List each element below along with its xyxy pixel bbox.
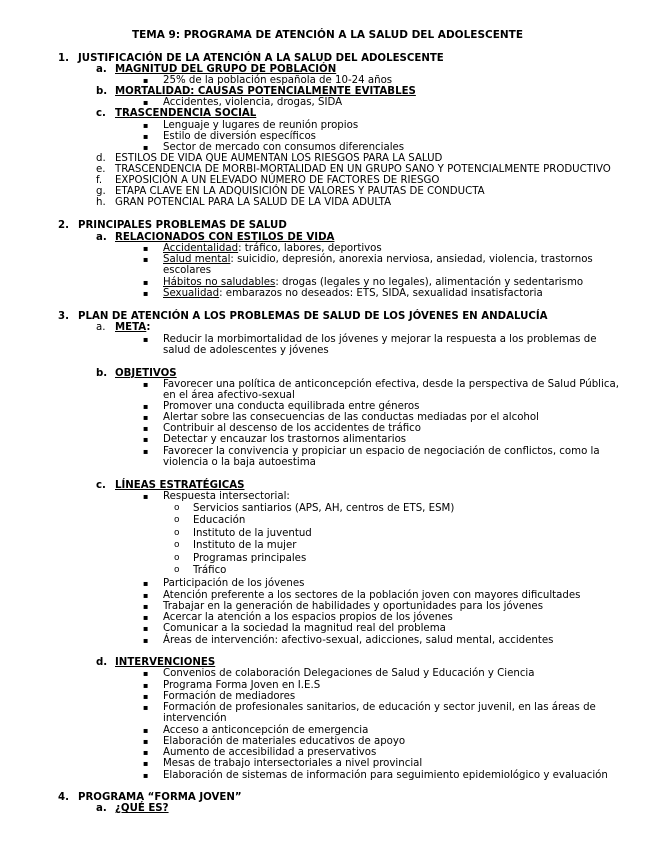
list-item: ESTILOS DE VIDA QUE AUMENTAN LOS RIESGOS PARA LA SALUD	[115, 153, 443, 164]
list-item: ▪ Aumento de accesibilidad a preservativos	[163, 747, 376, 758]
subsection-letter: a.	[96, 232, 107, 243]
list-item	[163, 254, 593, 265]
list-item: ▪ Estilo de diversión específicos	[163, 131, 316, 142]
list-item-continuation: escolares	[163, 265, 212, 276]
list-item: ▪ Alertar sobre las consecuencias de las conductas mediadas por el alcohol	[163, 412, 539, 423]
subsection-heading	[115, 322, 150, 333]
list-item-continuation: salud de adolescentes y jóvenes	[163, 345, 329, 356]
subsection-letter: e.	[96, 164, 106, 175]
list-item-continuation: violencia o la baja autoestima	[163, 457, 316, 468]
subsection-letter: d.	[96, 153, 106, 164]
subsection-heading-text: META	[115, 322, 147, 333]
subsection-letter: a.	[96, 64, 107, 75]
list-item-value: : tráfico, labores, deportivos	[238, 243, 382, 254]
list-item-continuation: intervención	[163, 713, 227, 724]
subsection-letter: b.	[96, 86, 108, 97]
subsection-heading: ¿QUÉ ES?	[115, 803, 169, 814]
list-item: ▪ 25% de la población española de 10-24 años	[163, 75, 392, 86]
list-item: ▪ Accidentes, violencia, drogas, SIDA	[163, 97, 342, 108]
sub-list-item: o Instituto de la mujer	[193, 540, 296, 551]
list-item: ▪ Detectar y encauzar los trastornos alimentarios	[163, 434, 406, 445]
subsection-heading: LÍNEAS ESTRATÉGICAS	[115, 480, 245, 491]
list-item: ▪ Elaboración de materiales educativos de apoyo	[163, 736, 405, 747]
section-number: 4.	[58, 792, 69, 803]
list-item: ▪ Lenguaje y lugares de reunión propios	[163, 120, 358, 131]
section-number: 1.	[58, 53, 69, 64]
list-item: ▪ Mesas de trabajo intersectoriales a nivel provincial	[163, 758, 422, 769]
list-item-value: : embarazos no deseados: ETS, SIDA, sexualidad insatisfactoria	[219, 288, 543, 299]
subsection-letter: g.	[96, 186, 106, 197]
page-title: TEMA 9: PROGRAMA DE ATENCIÓN A LA SALUD DEL ADOLESCENTE	[131, 29, 524, 41]
list-item: ▪ Formación de mediadores	[163, 691, 295, 702]
subsection-letter: c.	[96, 108, 106, 119]
list-item: TRASCENDENCIA DE MORBI-MORTALIDAD EN UN GRUPO SANO Y POTENCIALMENTE PRODUCTIVO	[115, 164, 611, 175]
list-item: ▪ Participación de los jóvenes	[163, 578, 304, 589]
list-item: ▪ Sector de mercado con consumos diferenciales	[163, 142, 404, 153]
subsection-heading-colon: :	[146, 322, 151, 333]
list-item-key: Hábitos no saludables	[163, 277, 276, 288]
list-item: ▪ Convenios de colaboración Delegaciones de Salud y Educación y Ciencia	[163, 668, 535, 679]
list-item: ETAPA CLAVE EN LA ADQUISICIÓN DE VALORES Y PAUTAS DE CONDUCTA	[115, 186, 485, 197]
subsection-letter: d.	[96, 657, 108, 668]
list-item: ▪ Contribuir al descenso de los accidentes de tráfico	[163, 423, 421, 434]
list-item-value: : drogas (legales y no legales), alimentación y sedentarismo	[275, 277, 584, 288]
list-item-key: Salud mental	[163, 254, 231, 265]
list-item: ▪ Respuesta intersectorial:	[163, 491, 290, 502]
section-heading: JUSTIFICACIÓN DE LA ATENCIÓN A LA SALUD DEL ADOLESCENTE	[78, 53, 444, 64]
list-item: ▪ Formación de profesionales sanitarios, de educación y sector juvenil, en las áreas de	[163, 702, 596, 713]
list-item-continuation: en el área afectivo-sexual	[163, 390, 295, 401]
sub-list-item: o Educación	[193, 515, 245, 526]
list-item: ▪ Acercar la atención a los espacios propios de los jóvenes	[163, 612, 453, 623]
section-heading: PROGRAMA “FORMA JOVEN”	[78, 792, 242, 803]
section-heading: PRINCIPALES PROBLEMAS DE SALUD	[78, 220, 287, 231]
list-item	[163, 277, 583, 288]
subsection-heading: RELACIONADOS CON ESTILOS DE VIDA	[115, 232, 335, 243]
subsection-heading: MORTALIDAD: CAUSAS POTENCIALMENTE EVITABLES	[115, 86, 416, 97]
list-item: ▪ Reducir la morbimortalidad de los jóvenes y mejorar la respuesta a los problemas de	[163, 334, 596, 345]
subsection-letter: a.	[96, 803, 107, 814]
list-item: ▪ Comunicar a la sociedad la magnitud real del problema	[163, 623, 446, 634]
subsection-heading: OBJETIVOS	[115, 368, 177, 379]
list-item: ▪ Áreas de intervención: afectivo-sexual, adicciones, salud mental, accidentes	[163, 635, 553, 646]
list-item	[163, 288, 543, 299]
section-heading: PLAN DE ATENCIÓN A LOS PROBLEMAS DE SALUD DE LOS JÓVENES EN ANDALUCÍA	[78, 311, 548, 322]
list-item: ▪ Programa Forma Joven en I.E.S	[163, 680, 320, 691]
list-item: EXPOSICIÓN A UN ELEVADO NÚMERO DE FACTORES DE RIESGO	[115, 175, 440, 186]
list-item: ▪ Acceso a anticoncepción de emergencia	[163, 725, 368, 736]
section-number: 2.	[58, 220, 69, 231]
sub-list-item: o Instituto de la juventud	[193, 528, 312, 539]
section-number: 3.	[58, 311, 69, 322]
list-item: ▪ Trabajar en la generación de habilidades y oportunidades para los jóvenes	[163, 601, 543, 612]
subsection-heading: TRASCENDENCIA SOCIAL	[115, 108, 257, 119]
sub-list-item: o Tráfico	[193, 565, 226, 576]
sub-list-item: o Servicios santiarios (APS, AH, centros de ETS, ESM)	[193, 503, 454, 514]
sub-list-item: o Programas principales	[193, 553, 306, 564]
list-item: ▪ Atención preferente a los sectores de la población joven con mayores dificultades	[163, 590, 580, 601]
list-item-key: Accidentalidad	[163, 243, 239, 254]
list-item: GRAN POTENCIAL PARA LA SALUD DE LA VIDA ADULTA	[115, 197, 392, 208]
subsection-letter: b.	[96, 368, 108, 379]
subsection-letter: c.	[96, 480, 106, 491]
subsection-letter: a.	[96, 322, 106, 333]
list-item: ▪ Favorecer la convivencia y propiciar un espacio de negociación de conflictos, como la	[163, 446, 600, 457]
list-item	[163, 243, 382, 254]
subsection-heading: INTERVENCIONES	[115, 657, 216, 668]
subsection-letter: f.	[96, 175, 103, 186]
list-item-key: Sexualidad	[163, 288, 220, 299]
list-item: ▪ Promover una conducta equilibrada entre géneros	[163, 401, 419, 412]
subsection-heading: MAGNITUD DEL GRUPO DE POBLACIÓN	[115, 64, 337, 75]
list-item: ▪ Elaboración de sistemas de información para seguimiento epidemiológico y evaluación	[163, 770, 608, 781]
subsection-letter: h.	[96, 197, 106, 208]
list-item-value: : suicidio, depresión, anorexia nerviosa, ansiedad, violencia, trastornos	[230, 254, 593, 265]
list-item: ▪ Favorecer una política de anticoncepción efectiva, desde la perspectiva de Salud Pública,	[163, 379, 619, 390]
